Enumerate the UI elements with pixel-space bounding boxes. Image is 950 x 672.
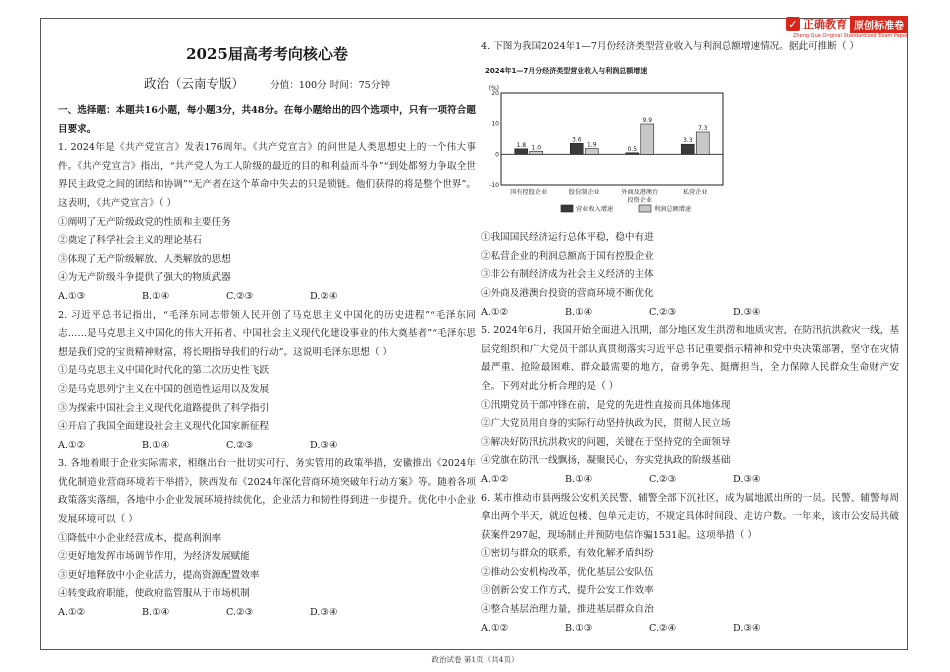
y-tick-label: 10 xyxy=(491,120,499,128)
option-b[interactable]: B.①④ xyxy=(142,290,170,302)
question-item: ③体现了无产阶级解放、人类解放的思想 xyxy=(58,253,231,265)
y-tick-label: 20 xyxy=(491,89,499,97)
answer-options xyxy=(58,437,476,456)
question-item: ①汛期党员干部冲锋在前，是党的先进性直接而具体地体现 xyxy=(481,399,731,411)
page-footer: 政治试卷 第1页（共4页） xyxy=(431,655,519,664)
question-4 xyxy=(481,38,899,322)
bar-chart xyxy=(481,63,731,218)
section-heading: 一、选择题：本题共16小题，每小题3分，共48分。在每小题给出的四个选项中，只有一项符合题目要求。 xyxy=(58,105,476,135)
question-item: ①是马克思主义中国化时代化的第二次历史性飞跃 xyxy=(58,365,270,377)
option-c[interactable]: C.②③ xyxy=(226,607,254,619)
option-c[interactable]: C.②③ xyxy=(649,306,677,318)
bar xyxy=(530,151,543,154)
question-item: ③更好地释放中小企业活力，提高资源配置效率 xyxy=(58,569,260,581)
data-label: 1.9 xyxy=(586,141,597,149)
question-item: ③解决好防汛抗洪救灾的问题，关键在于坚持党的全面领导 xyxy=(481,436,731,448)
option-d[interactable]: D.③④ xyxy=(310,607,338,619)
category-label: 投资企业 xyxy=(627,196,653,204)
brand-tag: 原创标准卷 xyxy=(850,16,908,33)
option-b[interactable]: B.①④ xyxy=(142,607,170,619)
question-item: ④开启了我国全面建设社会主义现代化国家新征程 xyxy=(58,421,270,433)
legend-swatch xyxy=(639,205,651,212)
option-d[interactable]: D.②④ xyxy=(310,290,338,302)
question-stem: 3. 各地着眼于企业实际需求，相继出台一批切实可行、务实管用的政策举措，安徽推出《2024年优化制造业营商环境若干举措》，陕西发布《2024年深化营商环境突破年行动方案》等。随着各项政策落实落细，各地中小企业发展环境持续优化，企业活力和韧性得到进一步提升。优化中小企业发展环境可以（ ） xyxy=(58,458,476,526)
category-label: 私营企业 xyxy=(682,188,708,196)
legend-label: 利润总额增速 xyxy=(654,205,692,213)
question-item: ①我国国民经济运行总体平稳，稳中有进 xyxy=(481,232,654,244)
option-d[interactable]: D.③④ xyxy=(733,473,761,485)
option-a[interactable]: A.①② xyxy=(481,622,509,634)
question-item: ②是马克思列宁主义在中国的创造性运用以及发展 xyxy=(58,383,270,395)
exam-title: 2025届高考考向核心卷 xyxy=(186,45,348,63)
y-tick-label: 0 xyxy=(495,150,499,158)
question-item: ②私营企业的利润总额高于国有控股企业 xyxy=(481,250,654,262)
brand-logo xyxy=(786,14,908,39)
option-a[interactable]: A.①③ xyxy=(58,290,86,302)
question-item: ③为探索中国社会主义现代化道路提供了科学指引 xyxy=(58,402,270,414)
option-c[interactable]: C.②③ xyxy=(649,473,677,485)
question-stem: 2. 习近平总书记指出，“毛泽东同志带领人民开创了马克思主义中国化的历史进程”“毛泽东同志……是马克思主义中国化的伟大开拓者、中国社会主义现代化建设事业的伟大奠基者”“毛泽东思想是我们党的宝贵精神财富，将长期指导我们的行动”。这说明毛泽东思想（ ） xyxy=(58,309,476,358)
question-item: ④为无产阶级斗争提供了强大的物质武器 xyxy=(58,272,231,284)
question-item: ①降低中小企业经营成本，提高利润率 xyxy=(58,532,222,544)
option-b[interactable]: B.①④ xyxy=(565,473,593,485)
legend-swatch xyxy=(561,205,573,212)
data-label: 7.3 xyxy=(697,124,708,132)
answer-options xyxy=(481,304,899,323)
option-d[interactable]: D.③④ xyxy=(733,622,761,634)
chart-container xyxy=(481,63,899,226)
chart-title: 2024年1—7月分经济类型营业收入与利润总额增速 xyxy=(485,66,648,75)
option-b[interactable]: B.①④ xyxy=(142,439,170,451)
bar xyxy=(681,144,694,154)
question-item: ①阐明了无产阶级政党的性质和主要任务 xyxy=(58,216,231,228)
question-item: ③非公有制经济成为社会主义经济的主体 xyxy=(481,269,654,281)
category-label: 股份制企业 xyxy=(568,188,600,196)
data-label: 9.9 xyxy=(642,116,653,124)
option-a[interactable]: A.①② xyxy=(481,306,509,318)
question-item: ②更好地发挥市场调节作用，为经济发展赋能 xyxy=(58,551,250,563)
answer-options xyxy=(58,288,476,307)
y-tick-label: -10 xyxy=(489,181,499,189)
bar xyxy=(515,148,528,154)
bar xyxy=(641,124,654,154)
option-c[interactable]: C.②③ xyxy=(226,439,254,451)
question-1 xyxy=(58,139,476,306)
y-axis-unit: (%) xyxy=(488,84,499,92)
question-item: ②奠定了科学社会主义的理论基石 xyxy=(58,235,202,247)
left-column xyxy=(58,30,476,623)
question-item: ①密切与群众的联系，有效化解矛盾纠纷 xyxy=(481,548,654,560)
bar xyxy=(626,152,639,154)
exam-subject: 政治（云南专版） xyxy=(144,76,245,91)
exam-score-time: 分值：100分 时间：75分钟 xyxy=(270,80,390,91)
brand-name: 正确教育 xyxy=(803,18,847,31)
data-label: 1.8 xyxy=(516,141,527,149)
question-item: ②推动公安机构改革，优化基层公安队伍 xyxy=(481,566,654,578)
question-stem: 6. 某市推动市县两级公安机关民警、辅警全部下沉社区，成为属地派出所的一员。民警、辅警每周拿出两个半天，就近包楼、包单元走访，不规定具体时间段、走访户数。一年来，该市公安局共破获案件297起，现场制止并预防电信诈骗1531起。这项举措（ ） xyxy=(481,492,899,541)
answer-options xyxy=(481,471,899,490)
question-item: ③创新公安工作方式，提升公安工作效率 xyxy=(481,585,654,597)
question-stem: 5. 2024年6月，我国开始全面进入汛期，部分地区发生洪涝和地质灾害，在防汛抗洪救灾一线，基层党组织和广大党员干部认真贯彻落实习近平总书记重要指示精神和党中央决策部署，坚守在灾情最严重、抢险最困难、群众最需要的地方，奋勇争先、挺膺担当，全力保障人民群众生命财产安全。下列对此分析合理的是（ ） xyxy=(481,325,899,392)
option-b[interactable]: B.①④ xyxy=(565,306,593,318)
answer-options xyxy=(58,604,476,623)
category-label: 外商及港澳台 xyxy=(621,188,659,196)
option-d[interactable]: D.③④ xyxy=(310,439,338,451)
question-item: ④整合基层治理力量，推进基层群众自治 xyxy=(481,604,654,616)
question-stem: 1. 2024年是《共产党宣言》发表176周年。《共产党宣言》的问世是人类思想史上的一个伟大事件。《共产党宣言》指出，“共产党人为工人阶级的最近的目的和利益而斗争”“到处都努力争取全世界民主政党之间的团结和协调”“无产者在这个革命中失去的只是锁链。他们获得的将是整个世界”。这表明，《共产党宣言》（ ） xyxy=(58,142,476,209)
brand-tagline: Zheng Que Original Standardized Exam Paper xyxy=(793,33,908,39)
question-item: ②广大党员用自身的实际行动坚持执政为民，贯彻人民立场 xyxy=(481,418,731,430)
option-b[interactable]: B.①③ xyxy=(565,622,593,634)
category-label: 国有控股企业 xyxy=(510,188,548,196)
legend-label: 营业收入增速 xyxy=(576,205,614,213)
question-2 xyxy=(58,307,476,456)
bar xyxy=(570,143,583,154)
data-label: 3.3 xyxy=(682,136,693,144)
question-5 xyxy=(481,322,899,489)
bar xyxy=(696,132,709,154)
checkmark-icon: ✓ xyxy=(786,17,800,31)
data-label: 3.6 xyxy=(571,135,582,143)
option-a[interactable]: A.①② xyxy=(58,607,86,619)
data-label: 0.5 xyxy=(627,145,638,153)
option-d[interactable]: D.③④ xyxy=(733,306,761,318)
right-column xyxy=(481,38,899,638)
question-item: ④转变政府职能，使政府监管服从于市场机制 xyxy=(58,588,250,600)
answer-options xyxy=(481,620,899,639)
data-label: 1.0 xyxy=(531,143,542,151)
question-item: ④党旗在防汛一线飘扬，凝聚民心，夯实党执政的阶级基础 xyxy=(481,455,731,467)
bar xyxy=(585,148,598,154)
option-a[interactable]: A.①② xyxy=(58,439,86,451)
question-6 xyxy=(481,490,899,639)
question-stem: 4. 下图为我国2024年1—7月份经济类型营业收入与利润总额增速情况。据此可推断（ ） xyxy=(481,41,860,52)
question-item: ④外商及港澳台投资的营商环境不断优化 xyxy=(481,287,654,299)
option-c[interactable]: C.②④ xyxy=(649,622,677,634)
exam-subtitle xyxy=(58,74,476,96)
option-a[interactable]: A.①② xyxy=(481,473,509,485)
option-c[interactable]: C.②③ xyxy=(226,290,254,302)
question-3 xyxy=(58,455,476,622)
